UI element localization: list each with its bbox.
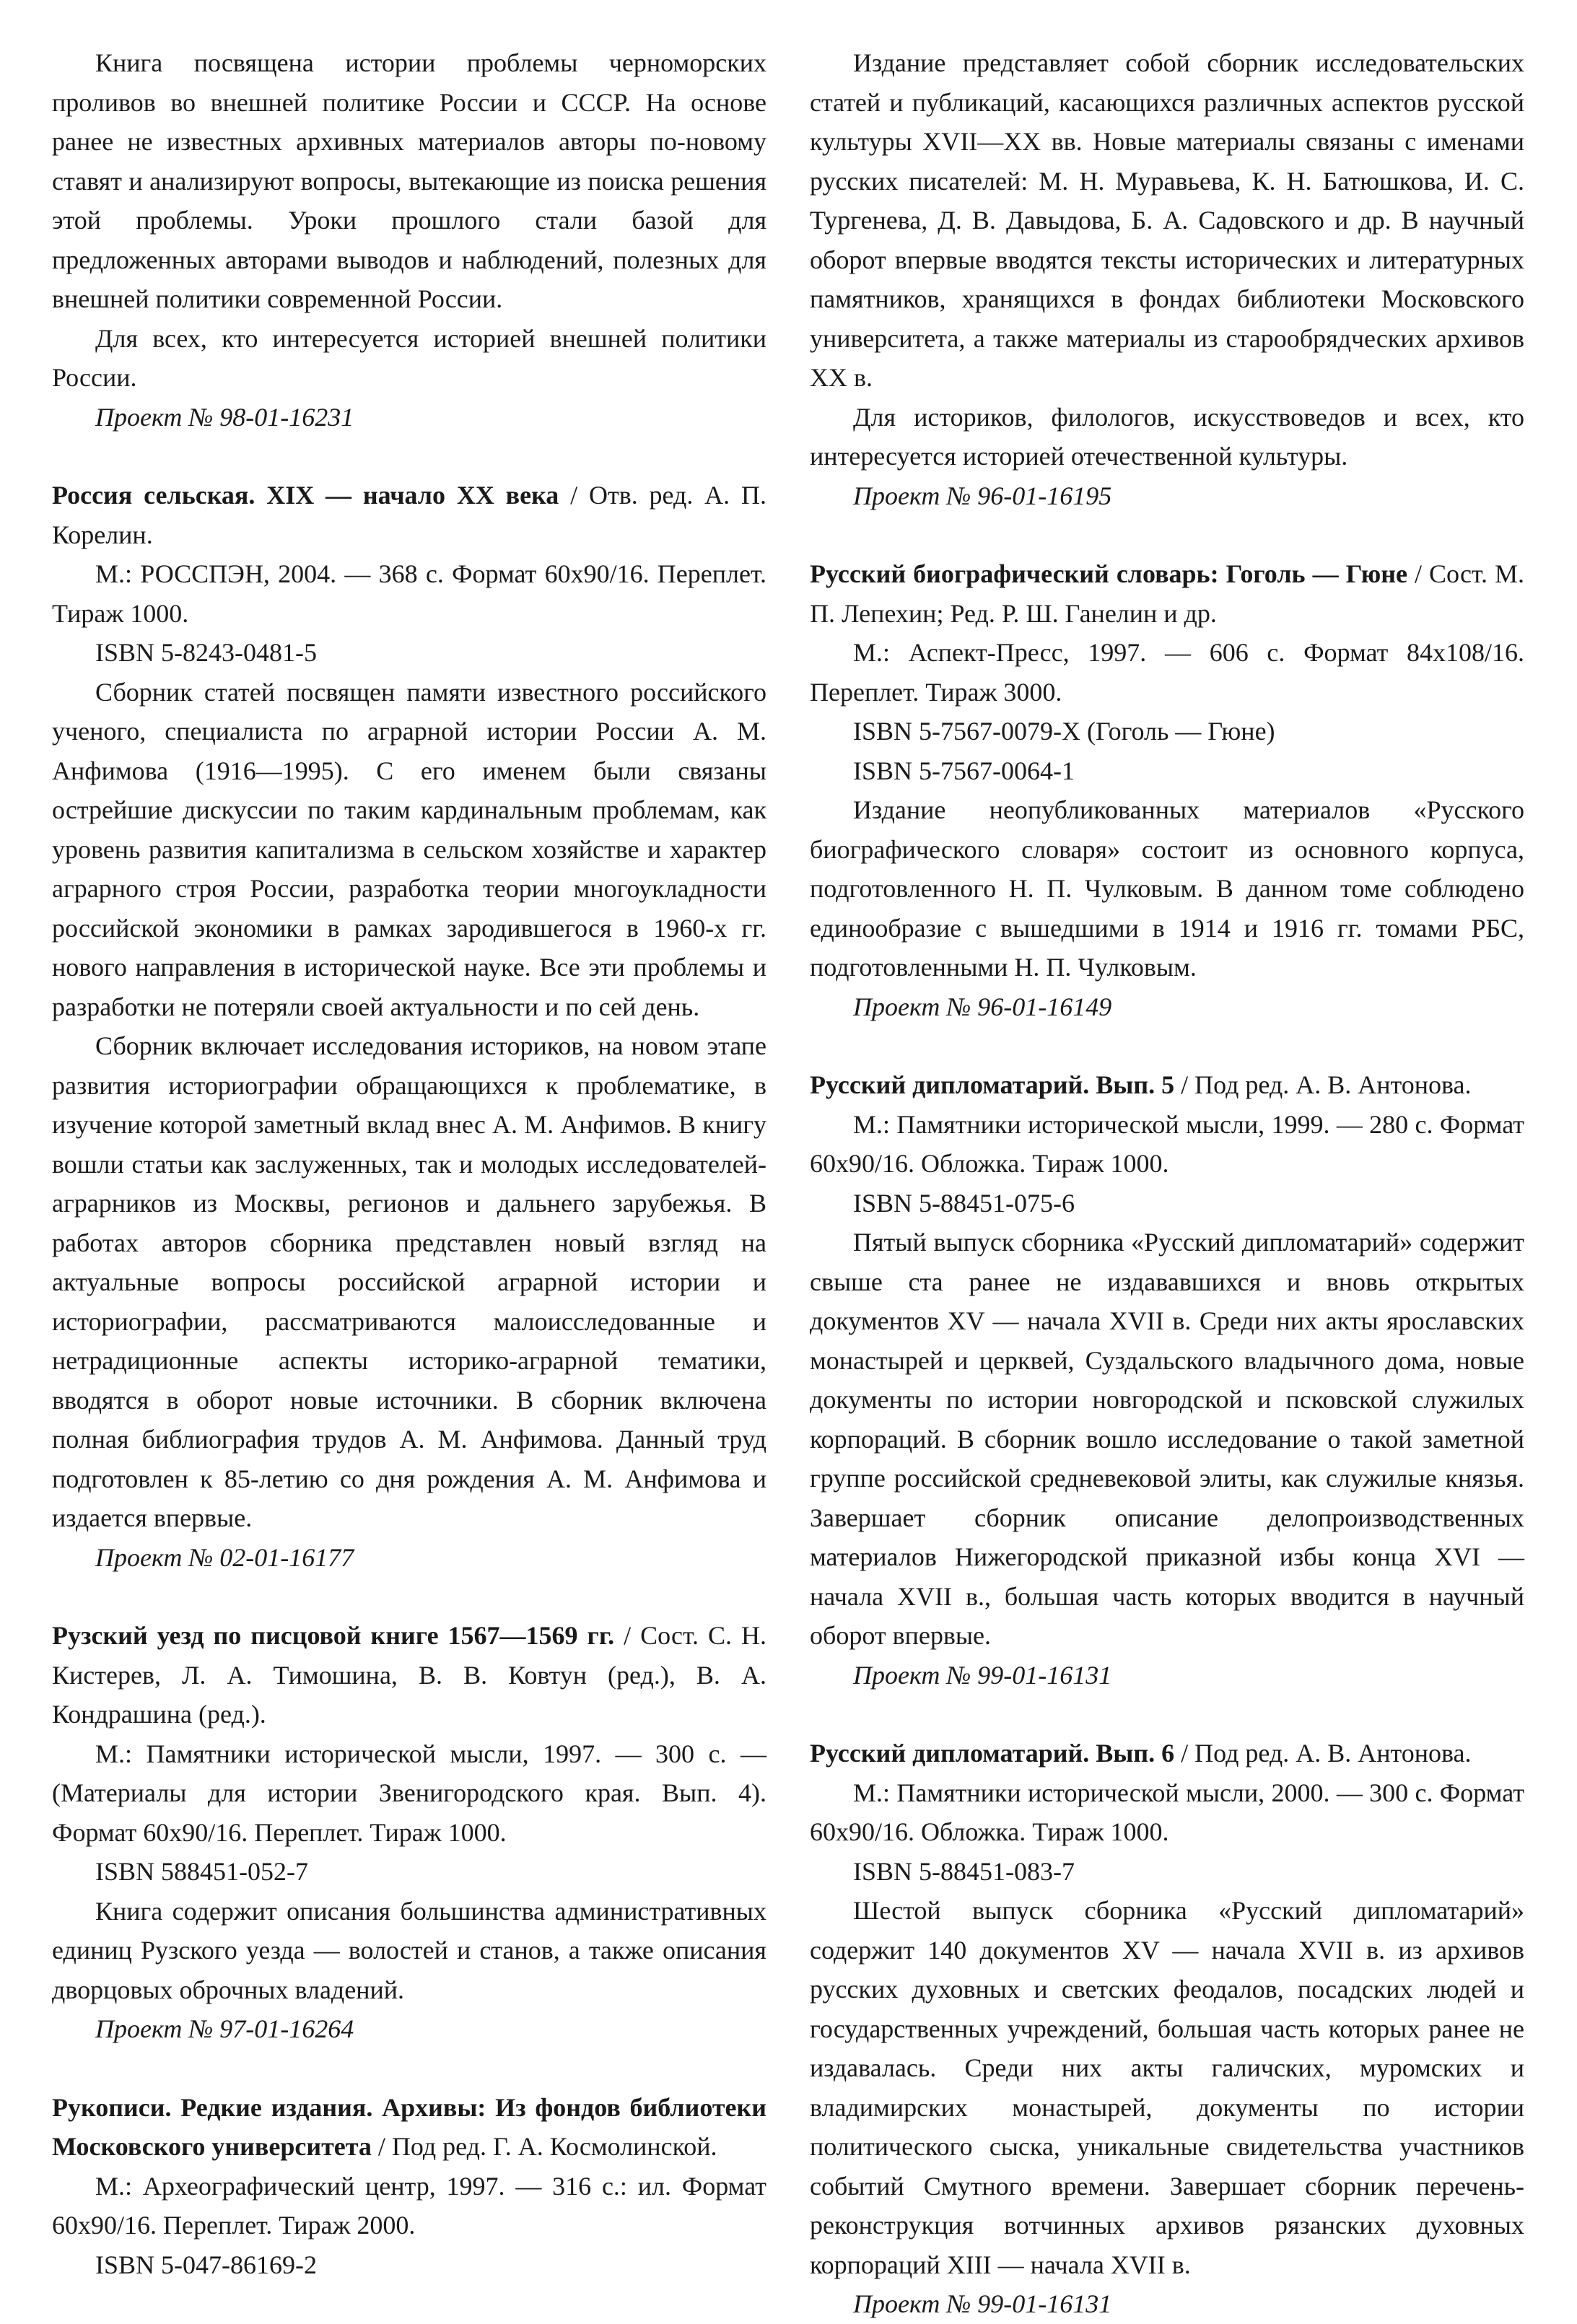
- entry-description: Сборник включает исследования историков, на новом этапе развития историографии обращающихся к проблематике, в изучение которой заметный вклад внес А. М. Анфимов. В книгу вошли статьи как заслуженных, так и молодых исследователей-аграрников из Москвы, регионов и дальнего зарубежья. В работах авторов сборника представлен новый взгляд на актуальные вопросы российской аграрной истории и историографии, рассматриваются малоисследованные и нетрадиционные аспекты историко-аграрной тематики, вводятся в оборот новые источники. В сборник включена полная библиография трудов А. М. Анфимова. Данный труд подготовлен к 85-летию со дня рождения А. М. Анфимова и издается впервые.: [52, 1031, 766, 1532]
- entry-authors: / Под ред. А. В. Антонова.: [1174, 1070, 1472, 1099]
- entry-isbn: ISBN 5-88451-083-7: [853, 1856, 1075, 1886]
- entry-title: Русский дипломатарий. Вып. 5: [810, 1070, 1175, 1099]
- project-number: Проект № 99-01-16131: [853, 1660, 1112, 1690]
- entry-authors: / Под ред. А. В. Антонова.: [1174, 1739, 1472, 1768]
- left-column: [52, 43, 766, 2284]
- entry-authors: / Сост. М. П. Лепехин; Ред. Р. Ш. Ганелин и др.: [810, 559, 1524, 628]
- entry-heading: [810, 1734, 1524, 1773]
- entry-authors: / Отв. ред. А. П. Корелин.: [52, 481, 767, 549]
- entry-publication: М.: Памятники исторической мысли, 1999. — 280 с. Формат 60x90/16. Обложка. Тираж 1000.: [810, 1109, 1524, 1178]
- entry-title: Русский дипломатарий. Вып. 6: [810, 1739, 1175, 1768]
- entry-heading: [52, 1616, 766, 1734]
- book-entry: [52, 476, 766, 1577]
- entry-description: Книга содержит описания большинства административных единиц Рузского уезда — волостей и станов, а также описания дворцовых оброчных владений.: [52, 1896, 766, 2004]
- entry-heading: [810, 554, 1524, 633]
- entry-heading: [810, 1065, 1524, 1105]
- book-entry: [52, 1616, 766, 2049]
- entry-publication: М.: Аспект-Пресс, 1997. — 606 с. Формат 84x108/16. Переплет. Тираж 3000.: [810, 638, 1524, 707]
- entry-publication: М.: Археографический центр, 1997. — 316 с.: ил. Формат 60x90/16. Переплет. Тираж 2000.: [52, 2171, 766, 2240]
- entry-heading: [52, 2088, 766, 2167]
- entry-isbn: ISBN 5-8243-0481-5: [95, 638, 317, 667]
- entry-title: Россия сельская. XIX — начало XX века: [52, 481, 559, 510]
- project-number: Проект № 98-01-16231: [95, 402, 354, 432]
- entry-authors: / Под ред. Г. А. Космолинской.: [371, 2132, 717, 2161]
- intro-paragraph: Для всех, кто интересуется историей внешней политики России.: [52, 323, 766, 392]
- project-number: Проект № 97-01-16264: [95, 2014, 354, 2043]
- entry-title: Рузский уезд по писцовой книге 1567—1569 гг.: [52, 1621, 615, 1650]
- entry-description: Сборник статей посвящен памяти известного российского ученого, специалиста по аграрной истории России А. М. Анфимова (1916—1995). С его именем были связаны острейшие дискуссии по таким кардинальным проблемам, как уровень развития капитализма в сельском хозяйстве и характер аграрного строя России, разработка теории многоукладности российской экономики в рамках зародившегося в 1960-х гг. нового направления в исторической науке. Все эти проблемы и разработки не потеряли своей актуальности и по сей день.: [52, 677, 766, 1021]
- book-entry: [810, 1065, 1524, 1695]
- entry-continuation: [810, 43, 1524, 515]
- intro-continuation: [52, 43, 766, 437]
- book-entry: [810, 554, 1524, 1026]
- project-number: Проект № 96-01-16149: [853, 992, 1112, 1021]
- project-number: Проект № 96-01-16195: [853, 481, 1112, 510]
- entry-description: Издание представляет собой сборник исследовательских статей и публикаций, касающихся различных аспектов русской культуры XVII—XX вв. Новые материалы связаны с именами русских писателей: М. Н. Муравьева, К. Н. Батюшкова, И. С. Тургенева, Д. В. Давыдова, Б. А. Садовского и др. В научный оборот впервые вводятся тексты исторических и литературных памятников, хранящихся в фондах библиотеки Московского университета, а также материалы из старообрядческих архивов XX в.: [810, 48, 1524, 392]
- entry-isbn: ISBN 5-88451-075-6: [853, 1188, 1075, 1218]
- intro-paragraph: Книга посвящена истории проблемы черноморских проливов во внешней политике России и СССР. На основе ранее не известных архивных материалов авторы по-новому ставят и анализируют вопросы, вытекающие из поиска решения этой проблемы. Уроки прошлого стали базой для предложенных авторами выводов и наблюдений, полезных для внешней политики современной России.: [52, 48, 766, 313]
- entry-title: Рукописи. Редкие издания. Архивы: Из фондов библиотеки Московского университета: [52, 2092, 766, 2161]
- book-entry: [810, 1734, 1524, 2324]
- entry-title: Русский биографический словарь: Гоголь — Гюне: [810, 559, 1407, 588]
- right-column: [810, 43, 1524, 2324]
- entry-description: Издание неопубликованных материалов «Русского биографического словаря» состоит из основного корпуса, подготовленного Н. П. Чулковым. В данном томе соблюдено единообразие с вышедшими в 1914 и 1916 гг. томами РБС, подготовленными Н. П. Чулковым.: [810, 795, 1524, 982]
- entry-publication: М.: Памятники исторической мысли, 1997. — 300 с. — (Материалы для истории Звенигородского края. Вып. 4). Формат 60x90/16. Переплет. Тираж 1000.: [52, 1739, 766, 1847]
- entry-publication: М.: РОССПЭН, 2004. — 368 с. Формат 60x90/16. Переплет. Тираж 1000.: [52, 559, 766, 628]
- project-number: Проект № 02-01-16177: [95, 1542, 354, 1572]
- entry-isbn: ISBN 5-7567-0079-X (Гоголь — Гюне): [853, 717, 1275, 746]
- entry-description: Пятый выпуск сборника «Русский дипломатарий» содержит свыше ста ранее не издававшихся и вновь открытых документов XV — начала XVII в. Среди них акты ярославских монастырей и церквей, Суздальского владычного дома, новые документы по истории новгородской и псковской служилых корпораций. В сборник вошло исследование о такой заметной группе российской средневековой элиты, как служилые князья. Завершает сборник описание делопроизводственных материалов Нижегородской приказной избы конца XVI — начала XVII в., большая часть которых вводится в научный оборот впервые.: [810, 1228, 1524, 1650]
- entry-heading: [52, 476, 766, 554]
- entry-isbn: ISBN 588451-052-7: [95, 1857, 308, 1886]
- entry-publication: М.: Памятники исторической мысли, 2000. — 300 с. Формат 60x90/16. Обложка. Тираж 1000.: [810, 1778, 1524, 1846]
- entry-authors: / Сост. С. Н. Кистерев, Л. А. Тимошина, В. В. Ковтун (ред.), В. А. Кондрашина (ред.).: [52, 1621, 766, 1729]
- book-entry: [52, 2088, 766, 2285]
- entry-isbn-2: ISBN 5-7567-0064-1: [853, 756, 1075, 785]
- entry-isbn: ISBN 5-047-86169-2: [95, 2250, 317, 2279]
- project-number: Проект № 99-01-16131: [853, 2289, 1112, 2318]
- entry-description: Шестой выпуск сборника «Русский дипломатарий» содержит 140 документов XV — начала XVII в. из архивов русских духовных и светских феодалов, посадских людей и государственных учреждений, большая часть которых ранее не издавалась. Среди них акты галичских, муромских и владимирских монастырей, документы по истории политического сыска, уникальные свидетельства участников событий Смутного времени. Завершает сборник перечень-реконструкция вотчинных архивов рязанских духовных корпораций XIII — начала XVII в.: [810, 1896, 1524, 2279]
- entry-description: Для историков, филологов, искусствоведов и всех, кто интересуется историей отечественной культуры.: [810, 402, 1524, 471]
